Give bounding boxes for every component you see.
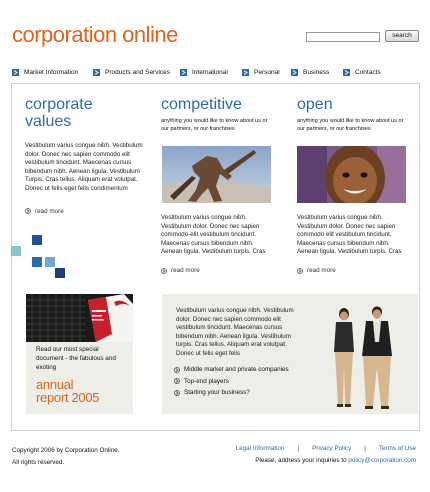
arrow-circle-icon	[25, 208, 31, 214]
arrow-circle-icon	[297, 268, 303, 274]
annual-report-image	[26, 294, 133, 342]
promo-bullet-item[interactable]	[174, 387, 289, 399]
corporate-title-line1: corporate	[25, 96, 93, 113]
nav-label: Personal	[254, 68, 280, 76]
nav-personal[interactable]	[242, 66, 280, 78]
corporate-body: Vestibulum varius congue nibh. Vestibulum dolor. Donec nec sapien commodo elit vestibulum tincidunt. Maecenas cursus bibendum nibh. Aenean ligula. Vestibulum Turpis. Cras tellus. Aliquam erat volutpat. Donec ut felis eget felis condimentum	[25, 142, 143, 192]
read-more-label: read more	[35, 207, 64, 215]
nav-products-and-services[interactable]	[93, 66, 170, 78]
arrow-circle-icon	[174, 367, 180, 373]
content-panel	[11, 83, 420, 431]
promo-bullet-label: Starting your business?	[184, 389, 250, 397]
competitive-read-more[interactable]	[161, 267, 200, 274]
search-input[interactable]	[306, 32, 380, 42]
competitive-subtitle: anything you would like to know about us or our partners, or our franchises	[161, 118, 268, 132]
read-more-label: read more	[307, 267, 336, 274]
legal-information-link[interactable]: Legal Information	[235, 445, 285, 452]
privacy-policy-link[interactable]: Privacy Policy	[312, 445, 352, 452]
square-decoration	[55, 268, 65, 278]
open-subtitle: anything you would like to know about us or our partners, or our franchises	[297, 118, 404, 132]
open-column	[297, 96, 417, 133]
business-people-illustration	[322, 302, 412, 412]
corporate-read-more[interactable]	[25, 208, 150, 215]
copyright-text: Copyright 2006 by Corporation Online.	[12, 447, 120, 454]
promo-body: Vestibulum varius congue nibh. Vestibulum dolor. Donec nec sapien commodo elit vestibulum tincidunt. Maecenas cursus bibendum nibh. Aenean ligula. Vestibulum turpis. Cras tellus. Aliquam erat volutpat. Donec ut felis eget felis	[176, 307, 294, 357]
arrow-circle-icon	[174, 378, 180, 384]
footer-separator: |	[364, 445, 366, 452]
annual-report-box[interactable]	[26, 294, 133, 414]
annual-report-text: Read our most special document - the fabulous and exoting	[36, 346, 116, 371]
rights-text: All rights reserved.	[12, 459, 65, 466]
promo-bullets	[174, 364, 289, 399]
square-decoration	[45, 257, 55, 267]
promo-box	[162, 294, 418, 414]
arrow-right-icon	[12, 69, 19, 76]
read-more-label: read more	[171, 267, 200, 274]
open-title: open	[297, 96, 333, 113]
footer-separator: |	[297, 445, 300, 452]
square-decoration	[11, 246, 21, 256]
open-read-more[interactable]	[297, 267, 336, 274]
nav-label: Contacts	[355, 68, 381, 76]
main-nav	[10, 66, 420, 78]
email-link[interactable]: policy@corporation.com	[348, 457, 416, 464]
arrow-circle-icon	[174, 390, 180, 396]
nav-label: Market Information	[24, 68, 79, 76]
square-decoration	[32, 235, 42, 245]
arrow-right-icon	[242, 69, 249, 76]
nav-label: Products and Services	[105, 68, 171, 76]
arrow-right-icon	[291, 69, 298, 76]
nav-label: International	[192, 68, 228, 76]
competitive-column	[161, 96, 286, 133]
competitive-title: competitive	[161, 96, 242, 113]
child-photo	[297, 146, 406, 203]
arrow-right-icon	[93, 69, 100, 76]
inquiry-text: Please, address your inquiries to	[255, 457, 347, 464]
footer-copyright	[12, 445, 119, 469]
square-decoration	[32, 257, 42, 267]
nav-contacts[interactable]	[343, 66, 381, 78]
nav-international[interactable]	[180, 66, 228, 78]
nav-market-information[interactable]	[12, 66, 78, 78]
promo-bullet-item[interactable]	[174, 364, 289, 376]
arrow-right-icon	[180, 69, 187, 76]
search-button[interactable]: search	[385, 30, 419, 42]
annual-report-title	[36, 378, 99, 404]
terms-of-use-link[interactable]: Terms of Use	[378, 445, 416, 452]
site-logo[interactable]: corporation online	[12, 22, 178, 47]
promo-bullet-label: Top-end players	[184, 377, 229, 385]
open-body: Vestibulum varius congue nibh. Vestibulum dolor. Donec nec sapien commodo elit vestibulum tincidunt. Maecenas cursus bibendum nibh. Aenean ligula. Vestibulum turpis. Cras	[297, 214, 402, 256]
nav-label: Business	[303, 68, 330, 76]
corporate-title-line2: values	[25, 113, 72, 130]
sculpture-photo	[162, 146, 271, 203]
annual-line2: report 2005	[36, 390, 100, 405]
arrow-circle-icon	[161, 268, 167, 274]
nav-business[interactable]	[291, 66, 329, 78]
arrow-right-icon	[343, 69, 350, 76]
promo-bullet-label: Middle market and private companies	[184, 366, 289, 374]
corporate-values-column	[25, 96, 150, 215]
footer-inquiry	[255, 457, 416, 464]
footer-links	[236, 445, 416, 452]
competitive-body: Vestibulum varius congue nibh. Vestibulum dolor. Donec nec sapien commodo-elit vestibulum tincidunt. Maecenas cursus bibendum nibh. Aenean ligula. Vestibulum turpis. Cras	[161, 214, 266, 256]
annual-line1: annual	[36, 377, 74, 392]
promo-bullet-item[interactable]	[174, 376, 289, 388]
